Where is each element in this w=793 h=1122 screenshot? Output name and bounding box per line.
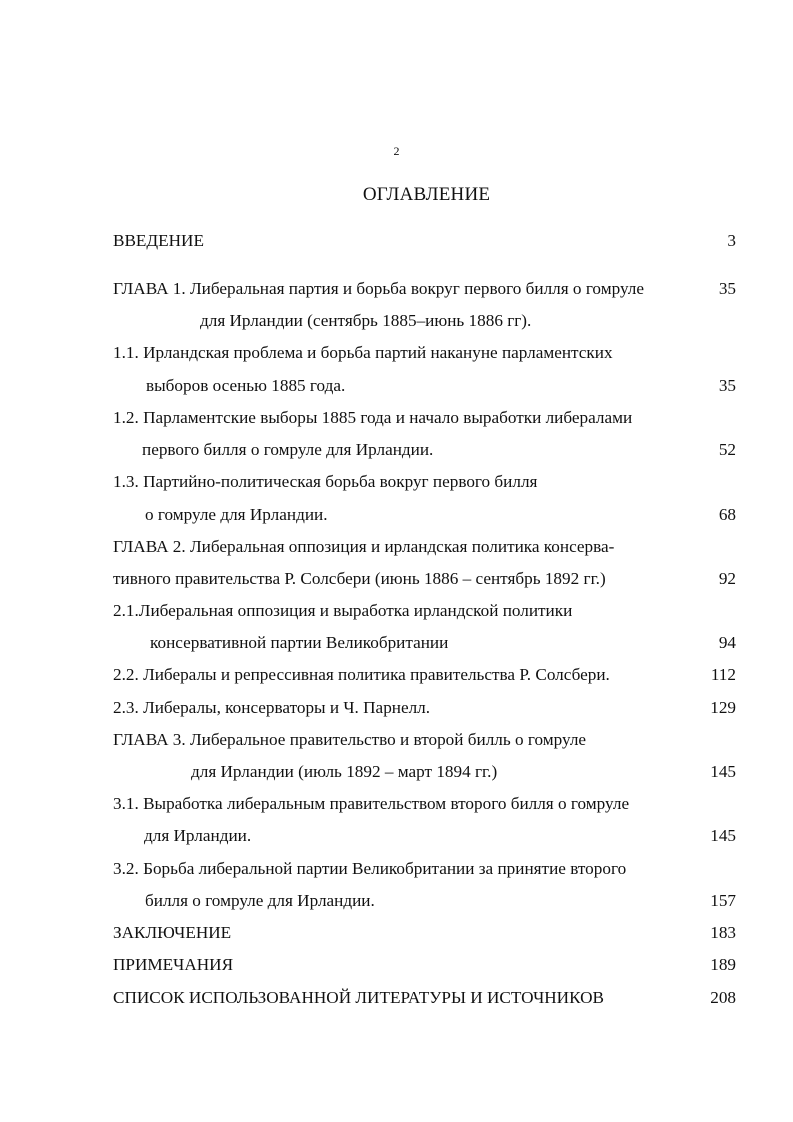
toc-entry-page: 3: [727, 231, 736, 250]
toc-entry-page: 208: [710, 988, 736, 1007]
toc-entry-text: билля о гомруле для Ирландии.: [145, 891, 375, 910]
toc-entry-text: ВВЕДЕНИЕ: [113, 231, 204, 250]
page-number: 2: [393, 144, 400, 158]
toc-entry-page: 183: [710, 923, 736, 942]
toc-entry-page: 68: [718, 505, 736, 524]
toc-entry-page: 35: [718, 376, 736, 395]
toc-entry-introduction: [0, 228, 793, 254]
toc-entry-chapter-3: [0, 727, 793, 753]
toc-entry-chapter-3-cont: [0, 759, 793, 785]
toc-entry-text: 2.1.Либеральная оппозиция и выработка ирландской политики: [113, 601, 573, 620]
toc-entry-text: ГЛАВА 2. Либеральная оппозиция и ирландская политика консерва-: [113, 537, 615, 556]
toc-entry-text: для Ирландии (июль 1892 – март 1894 гг.): [191, 762, 498, 781]
toc-entry-text: 1.1. Ирландская проблема и борьба партий накануне парламентских: [113, 343, 613, 362]
toc-entry-text: ГЛАВА 3. Либеральное правительство и второй билль о гомруле: [113, 730, 587, 749]
toc-entry-text: ГЛАВА 1. Либеральная партия и борьба вокруг первого билля о гомруле: [113, 279, 644, 298]
toc-entry-section-3-1-cont: [0, 823, 793, 849]
toc-entry-section-2-2: [0, 662, 793, 688]
toc-entry-page: 189: [710, 955, 736, 974]
toc-entry-page: 52: [718, 440, 736, 459]
toc-entry-text: для Ирландии.: [144, 826, 252, 845]
toc-entry-text: для Ирландии (сентябрь 1885–июнь 1886 гг).: [200, 311, 532, 330]
toc-entry-chapter-2: [0, 534, 793, 560]
toc-entry-section-1-3: [0, 469, 793, 495]
toc-entry-section-1-1-cont: [0, 373, 793, 399]
toc-entry-section-2-3: [0, 695, 793, 721]
toc-entry-text: 3.1. Выработка либеральным правительством второго билля о гомруле: [113, 794, 630, 813]
toc-entry-page: 145: [710, 826, 736, 845]
toc-entry-text: ПРИМЕЧАНИЯ: [113, 955, 234, 974]
toc-entry-section-1-3-cont: [0, 502, 793, 528]
toc-entry-text: о гомруле для Ирландии.: [145, 505, 328, 524]
toc-entry-page: 157: [710, 891, 736, 910]
toc-entry-section-1-2: [0, 405, 793, 431]
toc-entry-text: 1.2. Парламентские выборы 1885 года и начало выработки либералами: [113, 408, 633, 427]
toc-entry-text: выборов осенью 1885 года.: [146, 376, 346, 395]
toc-entry-page: 92: [718, 569, 736, 588]
toc-entry-section-1-1: [0, 340, 793, 366]
toc-entry-page: 112: [710, 665, 736, 684]
toc-entry-section-2-1: [0, 598, 793, 624]
toc-entry-text: СПИСОК ИСПОЛЬЗОВАННОЙ ЛИТЕРАТУРЫ И ИСТОЧНИКОВ: [113, 988, 604, 1007]
toc-entry-page: 94: [718, 633, 736, 652]
toc-entry-bibliography: [0, 985, 793, 1011]
toc-entry-section-3-1: [0, 791, 793, 817]
toc-title: ОГЛАВЛЕНИЕ: [362, 184, 491, 205]
toc-entry-text: 2.3. Либералы, консерваторы и Ч. Парнелл.: [113, 698, 431, 717]
toc-entry-page: 35: [718, 279, 736, 298]
toc-entry-page: 145: [710, 762, 736, 781]
toc-entry-text: тивного правительства Р. Солсбери (июнь 1886 – сентябрь 1892 гг.): [113, 569, 606, 588]
toc-entry-text: ЗАКЛЮЧЕНИЕ: [113, 923, 232, 942]
toc-entry-text: 1.3. Партийно-политическая борьба вокруг первого билля: [113, 472, 538, 491]
toc-entry-chapter-1-cont: [0, 308, 793, 334]
toc-entry-text: 3.2. Борьба либеральной партии Великобритании за принятие второго: [113, 859, 627, 878]
toc-entry-text: первого билля о гомруле для Ирландии.: [142, 440, 434, 459]
toc-entry-text: консервативной партии Великобритании: [150, 633, 449, 652]
toc-entry-section-2-1-cont: [0, 630, 793, 656]
toc-entry-notes: [0, 952, 793, 978]
toc-entry-conclusion: [0, 920, 793, 946]
toc-entry-text: 2.2. Либералы и репрессивная политика правительства Р. Солсбери.: [113, 665, 610, 684]
toc-entry-page: 129: [710, 698, 736, 717]
toc-entry-section-1-2-cont: [0, 437, 793, 463]
toc-entry-chapter-2-cont: [0, 566, 793, 592]
toc-entry-section-3-2: [0, 856, 793, 882]
toc-entry-chapter-1: [0, 276, 793, 302]
toc-entry-section-3-2-cont: [0, 888, 793, 914]
